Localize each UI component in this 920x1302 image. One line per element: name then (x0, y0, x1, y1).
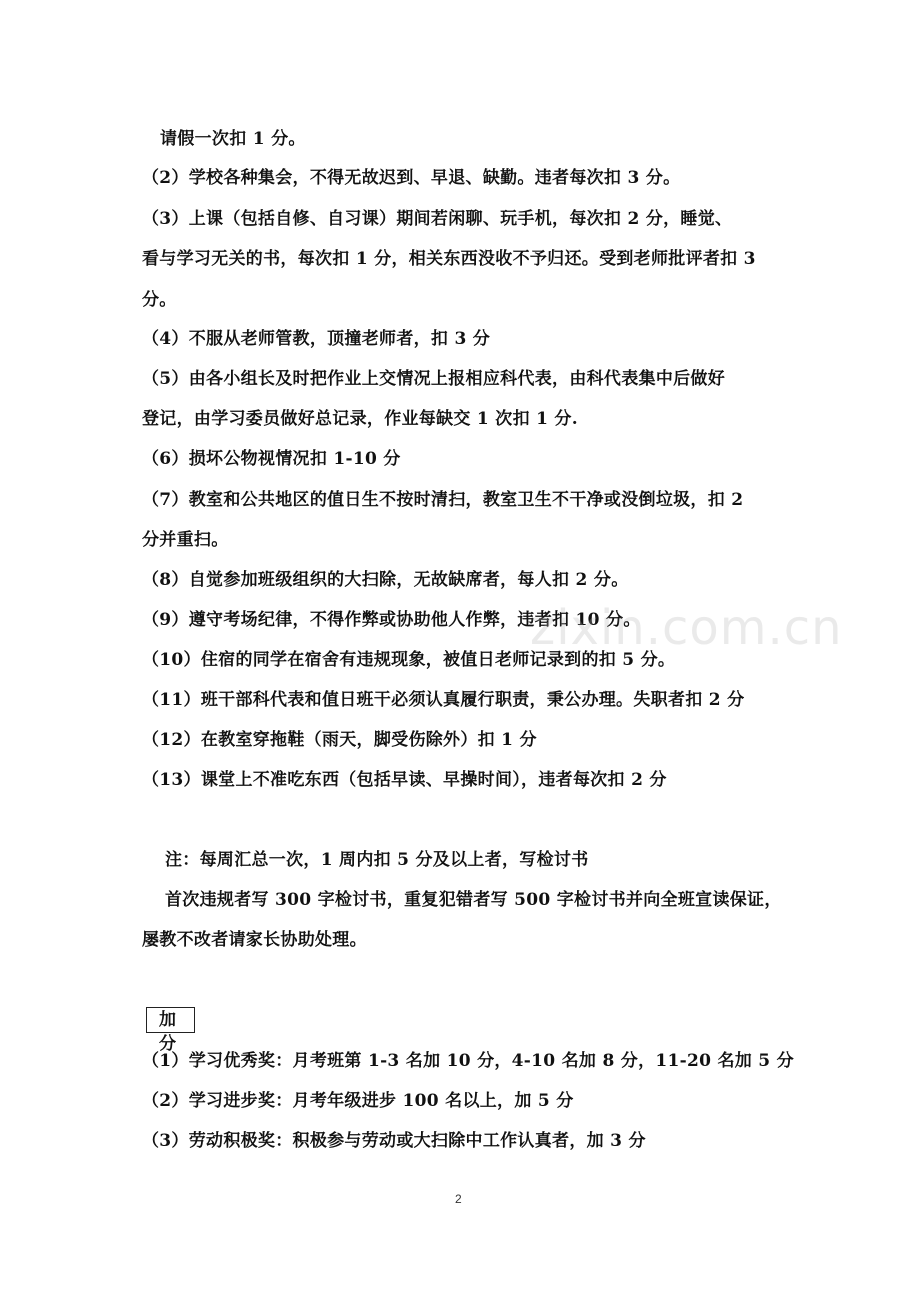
bonus-heading: 加 分 (146, 1007, 195, 1033)
deduction-line: （3）上课（包括自修、自习课）期间若闲聊、玩手机，每次扣 2 分，睡觉、 (142, 209, 733, 229)
deduction-line: （11）班干部科代表和值日班干必须认真履行职责，秉公办理。失职者扣 2 分 (142, 690, 745, 710)
deduction-line: （9）遵守考场纪律，不得作弊或协助他人作弊，违者扣 10 分。 (142, 610, 641, 630)
deduction-line: 分并重扫。 (142, 530, 229, 550)
deduction-line: （2）学校各种集会，不得无故迟到、早退、缺勤。违者每次扣 3 分。 (142, 168, 681, 188)
deduction-line: 请假一次扣 1 分。 (160, 129, 306, 149)
note-line: 屡教不改者请家长协助处理。 (142, 930, 367, 950)
bonus-line: （3）劳动积极奖：积极参与劳动或大扫除中工作认真者，加 3 分 (142, 1131, 646, 1151)
note-line: 首次违规者写 300 字检讨书，重复犯错者写 500 字检讨书并向全班宣读保证， (165, 890, 782, 910)
note-line: 注：每周汇总一次，1 周内扣 5 分及以上者，写检讨书 (165, 850, 589, 870)
deduction-line: （10）住宿的同学在宿舍有违规现象，被值日老师记录到的扣 5 分。 (142, 650, 676, 670)
deduction-line: （12）在教室穿拖鞋（雨天，脚受伤除外）扣 1 分 (142, 730, 537, 750)
bonus-line: （2）学习进步奖：月考年级进步 100 名以上，加 5 分 (142, 1091, 574, 1111)
deduction-line: （6）损坏公物视情况扣 1-10 分 (142, 449, 401, 469)
deduction-line: （13）课堂上不准吃东西（包括早读、早操时间），违者每次扣 2 分 (142, 770, 667, 790)
deduction-line: （5）由各小组长及时把作业上交情况上报相应科代表，由科代表集中后做好 (142, 369, 726, 389)
deduction-line: 分。 (142, 290, 177, 310)
deduction-line: 看与学习无关的书，每次扣 1 分，相关东西没收不予归还。受到老师批评者扣 3 (142, 249, 756, 269)
deduction-line: （8）自觉参加班级组织的大扫除，无故缺席者，每人扣 2 分。 (142, 570, 629, 590)
watermark: zixin.com.cn (530, 600, 843, 656)
page-number: 2 (455, 1192, 462, 1206)
deduction-line: （4）不服从老师管教，顶撞老师者，扣 3 分 (142, 329, 491, 349)
deduction-line: 登记，由学习委员做好总记录，作业每缺交 1 次扣 1 分. (142, 409, 578, 429)
deduction-line: （7）教室和公共地区的值日生不按时清扫，教室卫生不干净或没倒垃圾，扣 2 (142, 490, 744, 510)
bonus-line: （1）学习优秀奖：月考班第 1-3 名加 10 分，4-10 名加 8 分，11-20 名加 5 分 (142, 1051, 794, 1071)
